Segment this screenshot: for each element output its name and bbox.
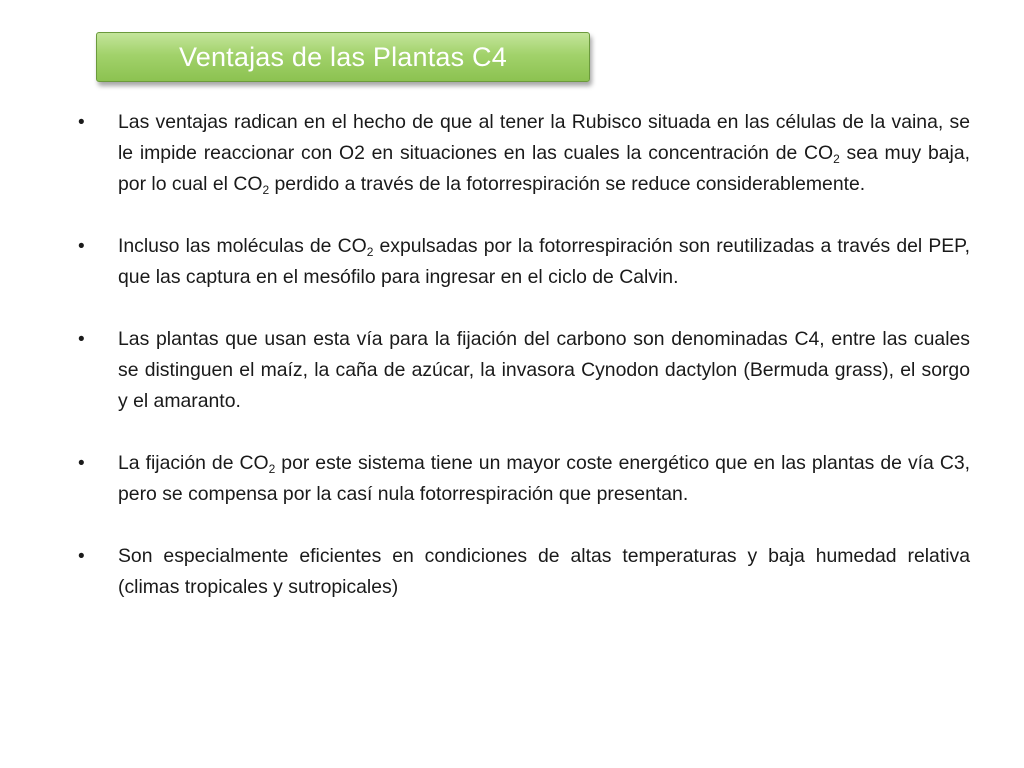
bullet-text: Incluso las moléculas de bbox=[118, 235, 338, 257]
co2-formula: $CO_2$ bbox=[337, 235, 374, 259]
bullet-text: perdido a través de la fotorrespiración se reduce considerablemente. bbox=[269, 173, 866, 195]
bullet-item-4 bbox=[78, 448, 970, 510]
bullet-marker: • bbox=[78, 329, 85, 350]
slide-title: Ventajas de las Plantas C4 bbox=[179, 41, 507, 72]
co2-formula: $CO_2$ bbox=[239, 452, 276, 476]
title-banner bbox=[96, 32, 590, 82]
bullet-text: La fijación de bbox=[118, 452, 240, 474]
bullet-marker: • bbox=[78, 546, 85, 567]
bullet-marker: • bbox=[78, 236, 85, 257]
bullet-list bbox=[78, 107, 970, 634]
bullet-item-5 bbox=[78, 541, 970, 603]
bullet-item-3 bbox=[78, 324, 970, 417]
bullet-text: Las ventajas radican en el hecho de que al tener la Rubisco situada en las células de la vaina, se le impide reaccionar con O2 en situaciones en las cuales la concentración de bbox=[118, 111, 970, 164]
bullet-marker: • bbox=[78, 453, 85, 474]
co2-formula: $CO_2$ bbox=[233, 173, 270, 197]
bullet-text: sea muy baja, por lo cual el bbox=[118, 142, 970, 195]
bullet-item-2 bbox=[78, 231, 970, 293]
bullet-text: Son especialmente eficientes en condiciones de altas temperaturas y baja humedad relativa (climas tropicales y sutropicales) bbox=[118, 545, 970, 598]
bullet-text: Las plantas que usan esta vía para la fijación del carbono son denominadas C4, entre las cuales se distinguen el maíz, la caña de azúcar, la invasora Cynodon dactylon (Bermuda grass), el sorgo y el amaranto. bbox=[118, 328, 970, 412]
bullet-text: expulsadas por la fotorrespiración son reutilizadas a través del PEP, que las captura en el mesófilo para ingresar en el ciclo de Calvin. bbox=[118, 235, 971, 288]
bullet-marker: • bbox=[78, 112, 85, 133]
bullet-text: por este sistema tiene un mayor coste energético que en las plantas de vía C3, pero se compensa por la casí nula fotorrespiración que presentan. bbox=[118, 452, 970, 505]
co2-formula: $CO_2$ bbox=[804, 142, 840, 166]
bullet-item-1 bbox=[78, 107, 970, 200]
